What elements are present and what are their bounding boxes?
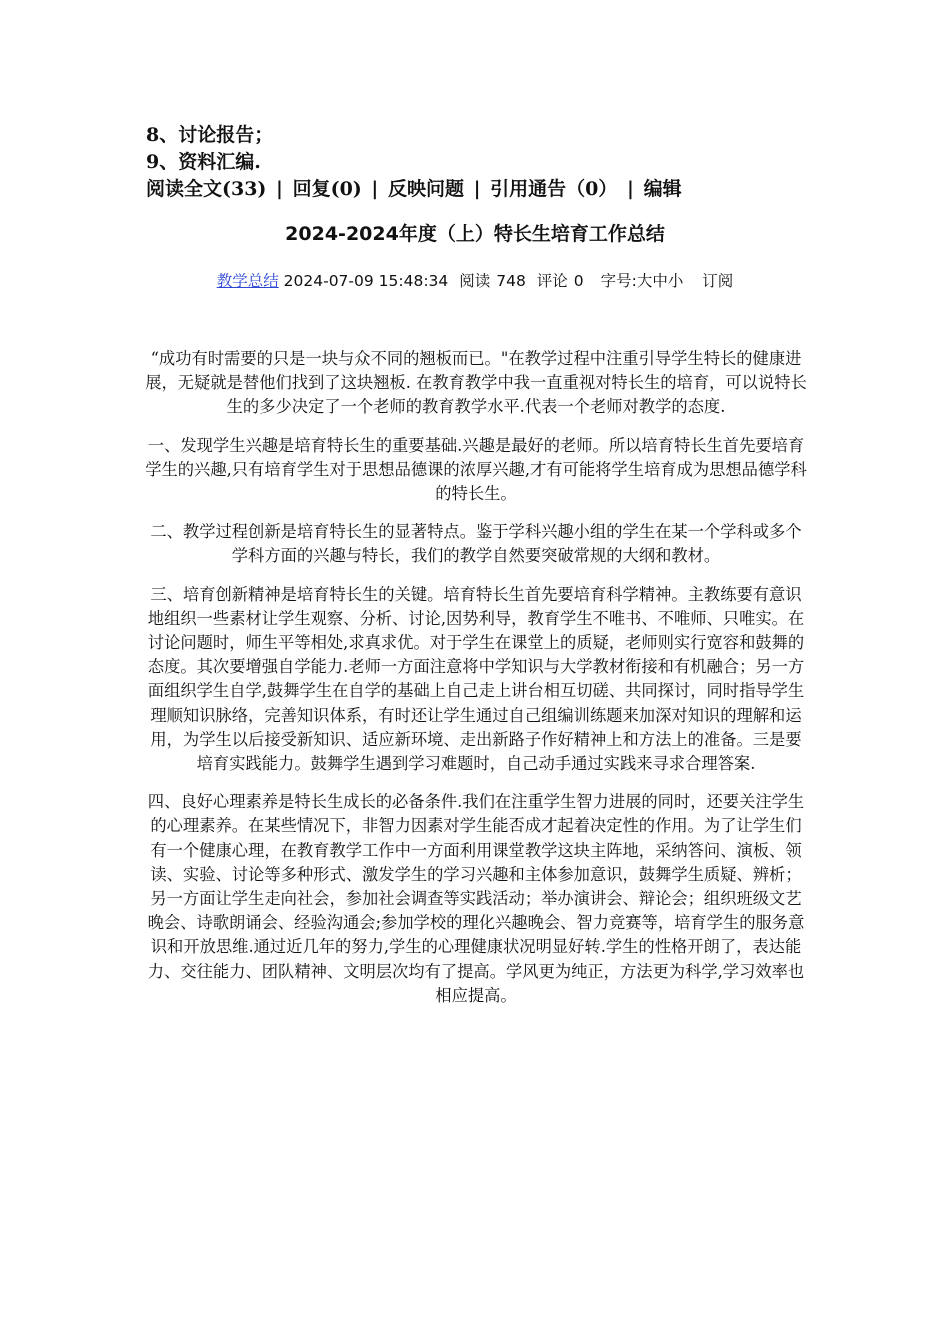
paragraph-2: 二、教学过程创新是培育特长生的显著特点。鉴于学科兴趣小组的学生在某一个学科或多个学科方面的兴趣与特长，我们的教学自然要突破常规的大纲和教材。 (150, 522, 802, 566)
article-title: 2024-2024年度（上）特长生培育工作总结 (285, 223, 665, 245)
paragraph-1: 一、发现学生兴趣是培育特长生的重要基础.兴趣是最好的老师。所以培育特长生首先要培育学生的兴趣,只有培育学生对于思想品德课的浓厚兴趣,才有可能将学生培育成为思想品德学科的特长生。 (145, 435, 807, 504)
post-datetime: 2024-07-09 15:48:34 (283, 272, 449, 290)
category-link[interactable]: 教学总结 (216, 272, 279, 290)
list-item-9: 9、资料汇编. (146, 151, 261, 173)
link-separator: | (627, 178, 634, 200)
post-action-links (146, 176, 806, 203)
read-full-link[interactable]: 阅读全文(33) (146, 178, 267, 200)
list-item-8: 8、讨论报告； (146, 124, 274, 146)
reads-count: 748 (496, 272, 526, 290)
article-meta (0, 269, 950, 293)
paragraph-3: 三、培育创新精神是培育特长生的关键。培育特长生首先要培育科学精神。主教练要有意识地组织一些素材让学生观察、分析、讨论,因势利导，教育学生不唯书、不唯师、只唯实。在讨论问题时，师生平等相处,求真求优。对于学生在课堂上的质疑，老师则实行宽容和鼓舞的态度。其次要增强自学能力.老师一方面注意将中学知识与大学教材衔接和有机融合；另一方面组织学生自学,鼓舞学生在自学的基础上自己走上讲台相互切磋、共同探讨，同时指导学生理顺知识脉络，完善知识体系，有时还让学生通过自己组编训练题来加深对知识的理解和运用，为学生以后接受新知识、适应新环境、走出新路子作好精神上和方法上的准备。三是要培育实践能力。鼓舞学生遇到学习难题时，自己动手通过实践来寻求合理答案. (147, 584, 805, 774)
reply-link[interactable]: 回复(0) (292, 178, 362, 200)
paragraph-intro: “成功有时需要的只是一块与众不同的翘板而已。"在教学过程中注重引导学生特长的健康进展，无疑就是替他们找到了这块翘板. 在教育教学中我一直重视对特长生的培育，可以说特长生的多少决定了一个老师的教育教学水平.代表一个老师对教学的态度. (145, 349, 807, 417)
reads-label: 阅读 (459, 272, 491, 290)
article-body (145, 347, 807, 1022)
link-separator: | (276, 178, 283, 200)
link-separator: | (371, 178, 379, 200)
comments-label: 评论 (536, 272, 568, 290)
top-section (146, 122, 806, 203)
trackback-link[interactable]: 引用通告（0） (490, 178, 618, 200)
font-size-control[interactable]: 字号:大中小 (600, 272, 684, 290)
comments-count: 0 (573, 272, 584, 290)
report-link[interactable]: 反映问题 (387, 178, 464, 200)
subscribe-link[interactable]: 订阅 (702, 272, 734, 290)
paragraph-4: 四、良好心理素养是特长生成长的必备条件.我们在注重学生智力进展的同时，还要关注学生的心理素养。在某些情况下，非智力因素对学生能否成才起着决定性的作用。为了让学生们有一个健康心理，在教育教学工作中一方面利用课堂教学这块主阵地，采纳答问、演板、领读、实验、讨论等多种形式、激发学生的学习兴趣和主体参加意识，鼓舞学生质疑、辨析；另一方面让学生走向社会，参加社会调查等实践活动；举办演讲会、辩论会；组织班级文艺晚会、诗歌朗诵会、经验沟通会;参加学校的理化兴趣晚会、智力竞赛等，培育学生的服务意识和开放思维.通过近几年的努力,学生的心理健康状况明显好转.学生的性格开朗了，表达能力、交往能力、团队精神、文明层次均有了提高。学风更为纯正，方法更为科学,学习效率也相应提高。 (147, 792, 805, 1005)
link-separator: | (473, 178, 481, 200)
edit-link[interactable]: 编辑 (643, 178, 682, 200)
